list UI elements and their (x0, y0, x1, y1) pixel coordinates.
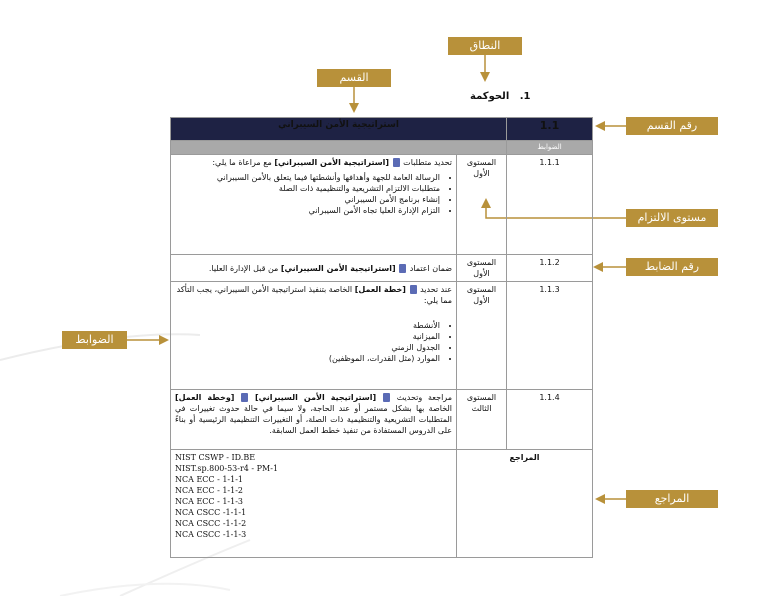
controls-subheader-fill (171, 141, 507, 155)
document-link-2[interactable]: [وخطة العمل] (175, 393, 235, 402)
control-number: 1.1.2 (507, 255, 593, 282)
commitment-level: المستوى الأول (457, 255, 507, 282)
list-item: • إنشاء برنامج الأمن السيبراني (175, 194, 440, 205)
callout-domain: النطاق (448, 37, 522, 55)
control-number: 1.1.1 (507, 155, 593, 255)
control-text-after: الخاصة بتنفيذ استراتيجية الأمن السيبراني، يجب التأكد مما يلي: (176, 285, 453, 305)
section-number: 1.1 (507, 118, 593, 141)
list-item: • متطلبات الالتزام التشريعية والتنظيمية ذات الصلة (175, 183, 440, 194)
control-text-before: ضمان اعتماد (409, 263, 453, 273)
control-text (171, 282, 457, 390)
document-link[interactable]: [استراتيجية الأمن السيبراني] (274, 158, 390, 167)
control-bullets (175, 172, 452, 216)
callout-control-number: رقم الضابط (626, 258, 718, 276)
callout-commitment-level: مستوى الالتزام (626, 209, 718, 227)
controls-subheader-label: الضوابط (507, 141, 593, 155)
table-row (171, 390, 593, 450)
control-text-after: مع مراعاة ما يلي: (212, 158, 272, 167)
document-link[interactable]: [خطة العمل] (354, 285, 406, 294)
domain-heading (470, 91, 530, 102)
control-text-before: مراجعة وتحديث (396, 393, 453, 402)
reference-item: NCA CSCC -1-1-1 (175, 508, 247, 517)
control-text-after: الخاصة بها بشكل مستمر أو عند الحاجة، ولا سيما في حالة حدوث تغييرات في المتطلبات التشريعية والتنظيمية ذات الصلة، أو التغييرات التنظيمية الرئيسية أو بناءً على الدروس المستفادة من تنفيذ خطط العمل السابقة. (175, 404, 453, 435)
reference-item: NCA ECC - 1-1-2 (175, 486, 243, 495)
control-text-before: تحديد متطلبات (403, 158, 453, 167)
references-list (171, 450, 457, 558)
callout-section-number: رقم القسم (626, 117, 718, 135)
control-number: 1.1.4 (507, 390, 593, 450)
reference-item: NIST.sp.800-53-r4 - PM-1 (175, 464, 279, 473)
control-bullets (175, 320, 452, 364)
domain-heading-title: الحوكمة (470, 91, 510, 102)
commitment-level: المستوى الثالث (457, 390, 507, 450)
reference-item: NCA CSCC -1-1-2 (175, 519, 247, 528)
reference-item: NIST CSWP - ID.BE (175, 453, 256, 462)
document-link-icon (241, 393, 248, 402)
control-text (171, 255, 457, 282)
callout-section: القسم (317, 69, 391, 87)
list-item: • الرسالة العامة للجهة وأهدافها وأنشطتها فيما يتعلق بالأمن السيبراني (175, 172, 440, 183)
references-label: المراجع (457, 450, 593, 558)
commitment-level: المستوى الأول (457, 282, 507, 390)
document-link-icon (410, 285, 417, 294)
reference-item: NCA CSCC -1-1-3 (175, 530, 247, 539)
domain-heading-number: 1. (519, 91, 531, 102)
reference-item: NCA ECC - 1-1-3 (175, 497, 243, 506)
references-row (171, 450, 593, 558)
commitment-level: المستوى الأول (457, 155, 507, 255)
callout-controls: الضوابط (62, 331, 127, 349)
table-row (171, 155, 593, 255)
list-item: • التزام الإدارة العليا تجاه الأمن السيبراني (175, 205, 440, 216)
controls-table (170, 117, 593, 558)
control-text-before: عند تحديد (420, 285, 453, 294)
list-item: • الأنشطة (175, 320, 440, 331)
control-text-after: من قبل الإدارة العليا. (208, 263, 279, 273)
document-link-icon (399, 264, 406, 273)
control-text (171, 155, 457, 255)
table-row (171, 282, 593, 390)
reference-item: NCA ECC - 1-1-1 (175, 475, 243, 484)
document-link-icon (393, 158, 400, 167)
list-item: • الموارد (مثل القدرات، الموظفين) (175, 353, 440, 364)
table-row (171, 255, 593, 282)
callout-references: المراجع (626, 490, 718, 508)
list-item: • الميزانية (175, 331, 440, 342)
section-header-row (171, 118, 593, 141)
list-item: • الجدول الزمني (175, 342, 440, 353)
section-title: استراتيجية الأمن السيبراني (171, 118, 507, 141)
document-link[interactable]: [استراتيجية الأمن السيبراني] (255, 393, 377, 402)
control-text (171, 390, 457, 450)
control-number: 1.1.3 (507, 282, 593, 390)
document-link[interactable]: [استراتيجية الأمن السيبراني] (280, 263, 396, 273)
controls-subheader-row (171, 141, 593, 155)
document-link-icon (383, 393, 390, 402)
